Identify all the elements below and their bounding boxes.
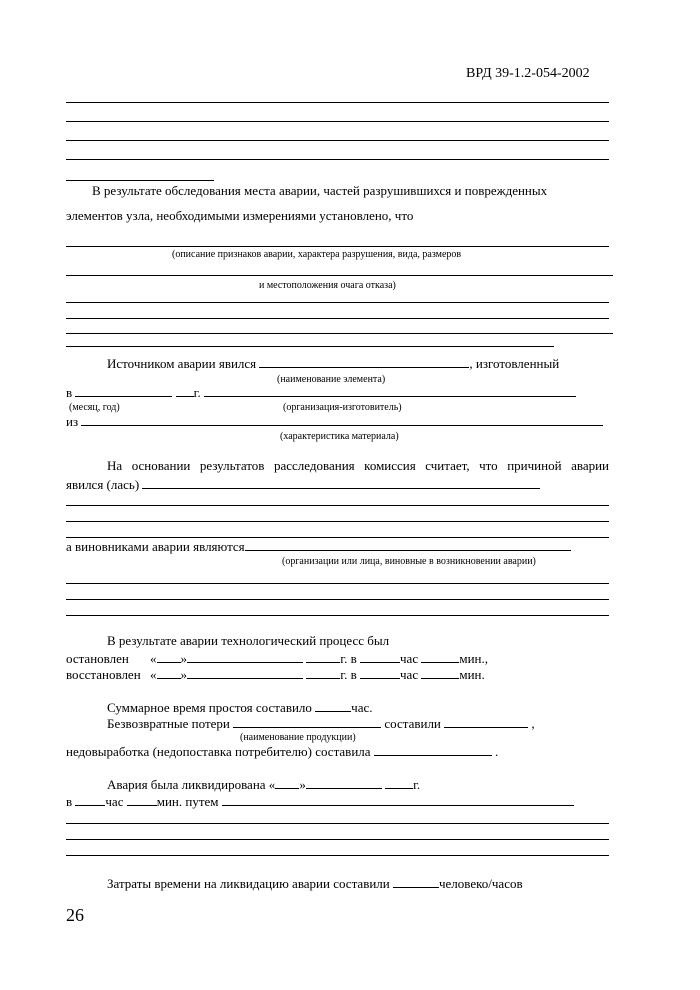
time-cost-label: Затраты времени на ликвидацию аварии составили	[107, 876, 390, 891]
process-intro: В результате аварии технологический процесс был	[107, 633, 390, 648]
material-line	[66, 414, 603, 430]
inspection-text-line2: элементов узла, необходимыми измерениями установлено, что	[66, 208, 414, 223]
elim-hour-field[interactable]	[75, 794, 105, 806]
eliminated-label: Авария была ликвидирована «	[107, 777, 276, 792]
fill-line[interactable]	[66, 159, 609, 160]
fill-line[interactable]	[66, 180, 214, 181]
hint-date: (месяц, год)	[69, 402, 120, 413]
hint-product: (наименование продукции)	[240, 732, 356, 743]
cause-text-line1: На основании результатов расследования комиссия считает, что причиной аварии	[107, 458, 609, 473]
product-field[interactable]	[233, 716, 381, 728]
fill-line[interactable]	[66, 318, 609, 319]
time-cost-unit: человеко/часов	[438, 876, 523, 891]
year-suffix: г.	[193, 385, 201, 400]
shortfall-line	[66, 744, 498, 760]
downtime-label: Суммарное время простоя составило	[107, 700, 312, 715]
hint-description: (описание признаков аварии, характера разрушения, вида, размеров	[172, 249, 462, 260]
hint-culprits: (организации или лица, виновные в возникновении аварии)	[282, 556, 536, 567]
cause-line	[66, 477, 540, 493]
hours-label: час	[105, 794, 124, 809]
elim-month-field[interactable]	[306, 777, 382, 789]
restore-hour-field[interactable]	[360, 667, 400, 679]
shortfall-field[interactable]	[374, 744, 492, 756]
month-field[interactable]	[75, 385, 172, 397]
stopped-line	[66, 651, 488, 667]
method-label: мин. путем	[156, 794, 219, 809]
manufacturer-field[interactable]	[204, 385, 576, 397]
minutes-label: мин.,	[459, 651, 488, 666]
cause-field[interactable]	[142, 477, 540, 489]
fill-line[interactable]	[66, 583, 609, 584]
fill-line[interactable]	[66, 275, 613, 276]
year-in-label: г. в	[340, 651, 357, 666]
elim-year-field[interactable]	[385, 777, 413, 789]
stop-month-field[interactable]	[187, 651, 303, 663]
fill-line[interactable]	[66, 302, 609, 303]
downtime-line	[107, 700, 373, 716]
stop-minute-field[interactable]	[421, 651, 459, 663]
year-field[interactable]	[176, 385, 194, 397]
fill-line[interactable]	[66, 246, 609, 247]
restored-label: восстановлен	[66, 667, 141, 682]
restore-year-field[interactable]	[306, 667, 340, 679]
losses-line	[107, 716, 535, 732]
restore-day-field[interactable]	[157, 667, 181, 679]
fill-line[interactable]	[66, 537, 609, 538]
comma: ,	[531, 716, 535, 731]
hint-org: (организация-изготовитель)	[283, 402, 402, 413]
hint-location: и местоположения очага отказа)	[259, 280, 396, 291]
elim-minute-field[interactable]	[127, 794, 157, 806]
stop-day-field[interactable]	[157, 651, 181, 663]
restore-month-field[interactable]	[187, 667, 303, 679]
eliminated-line	[107, 777, 420, 793]
fill-line[interactable]	[66, 599, 609, 600]
stopped-label: остановлен	[66, 651, 129, 666]
page-number: 26	[66, 905, 84, 925]
quote-open: «	[150, 667, 157, 682]
year-label: г.	[413, 777, 421, 792]
fill-line[interactable]	[66, 615, 609, 616]
fill-line[interactable]	[66, 505, 609, 506]
manufactured-label: , изготовленный	[469, 356, 560, 371]
source-line	[107, 356, 559, 372]
cause-label: явился (лась)	[66, 477, 140, 492]
in-label: в	[66, 794, 73, 809]
fill-line[interactable]	[66, 121, 609, 122]
stop-hour-field[interactable]	[360, 651, 400, 663]
fill-line[interactable]	[66, 346, 554, 347]
in-label: в	[66, 385, 73, 400]
inspection-text-line1: В результате обследования места аварии, частей разрушившихся и поврежденных	[92, 183, 548, 198]
restored-line	[66, 667, 485, 683]
minutes-label: мин.	[459, 667, 485, 682]
material-field[interactable]	[81, 414, 603, 426]
element-field[interactable]	[259, 356, 469, 368]
shortfall-label: недовыработка (недопоставка потребителю) составила	[66, 744, 371, 759]
hours-label: час	[400, 667, 419, 682]
hint-element: (наименование элемента)	[277, 374, 386, 385]
quote-close: »	[180, 667, 187, 682]
from-label: из	[66, 414, 79, 429]
dot: .	[495, 744, 499, 759]
year-in-label: г. в	[340, 667, 357, 682]
downtime-unit: час.	[351, 700, 373, 715]
quote-close: »	[299, 777, 306, 792]
culprits-field[interactable]	[245, 539, 571, 551]
culprits-label: а виновниками аварии являются	[66, 539, 245, 554]
downtime-field[interactable]	[315, 700, 351, 712]
fill-line[interactable]	[66, 823, 609, 824]
fill-line[interactable]	[66, 140, 609, 141]
losses-amount-field[interactable]	[444, 716, 528, 728]
fill-line[interactable]	[66, 839, 609, 840]
losses-label: Безвозвратные потери	[107, 716, 230, 731]
time-cost-line	[107, 876, 523, 892]
manufacture-line	[66, 385, 576, 401]
fill-line[interactable]	[66, 855, 609, 856]
stop-year-field[interactable]	[306, 651, 340, 663]
quote-open: «	[150, 651, 157, 666]
restore-minute-field[interactable]	[421, 667, 459, 679]
culprits-line	[66, 539, 571, 555]
hours-label: час	[400, 651, 419, 666]
method-line	[66, 794, 574, 810]
elim-day-field[interactable]	[275, 777, 299, 789]
hint-material: (характеристика материала)	[280, 431, 399, 442]
losses-amount-label: составили	[384, 716, 441, 731]
quote-close: »	[180, 651, 187, 666]
source-label: Источником аварии явился	[107, 356, 257, 371]
time-cost-field[interactable]	[393, 876, 439, 888]
fill-line[interactable]	[66, 333, 613, 334]
fill-line[interactable]	[66, 102, 609, 103]
method-field[interactable]	[222, 794, 574, 806]
fill-line[interactable]	[66, 521, 609, 522]
document-code: ВРД 39-1.2-054-2002	[466, 66, 590, 81]
